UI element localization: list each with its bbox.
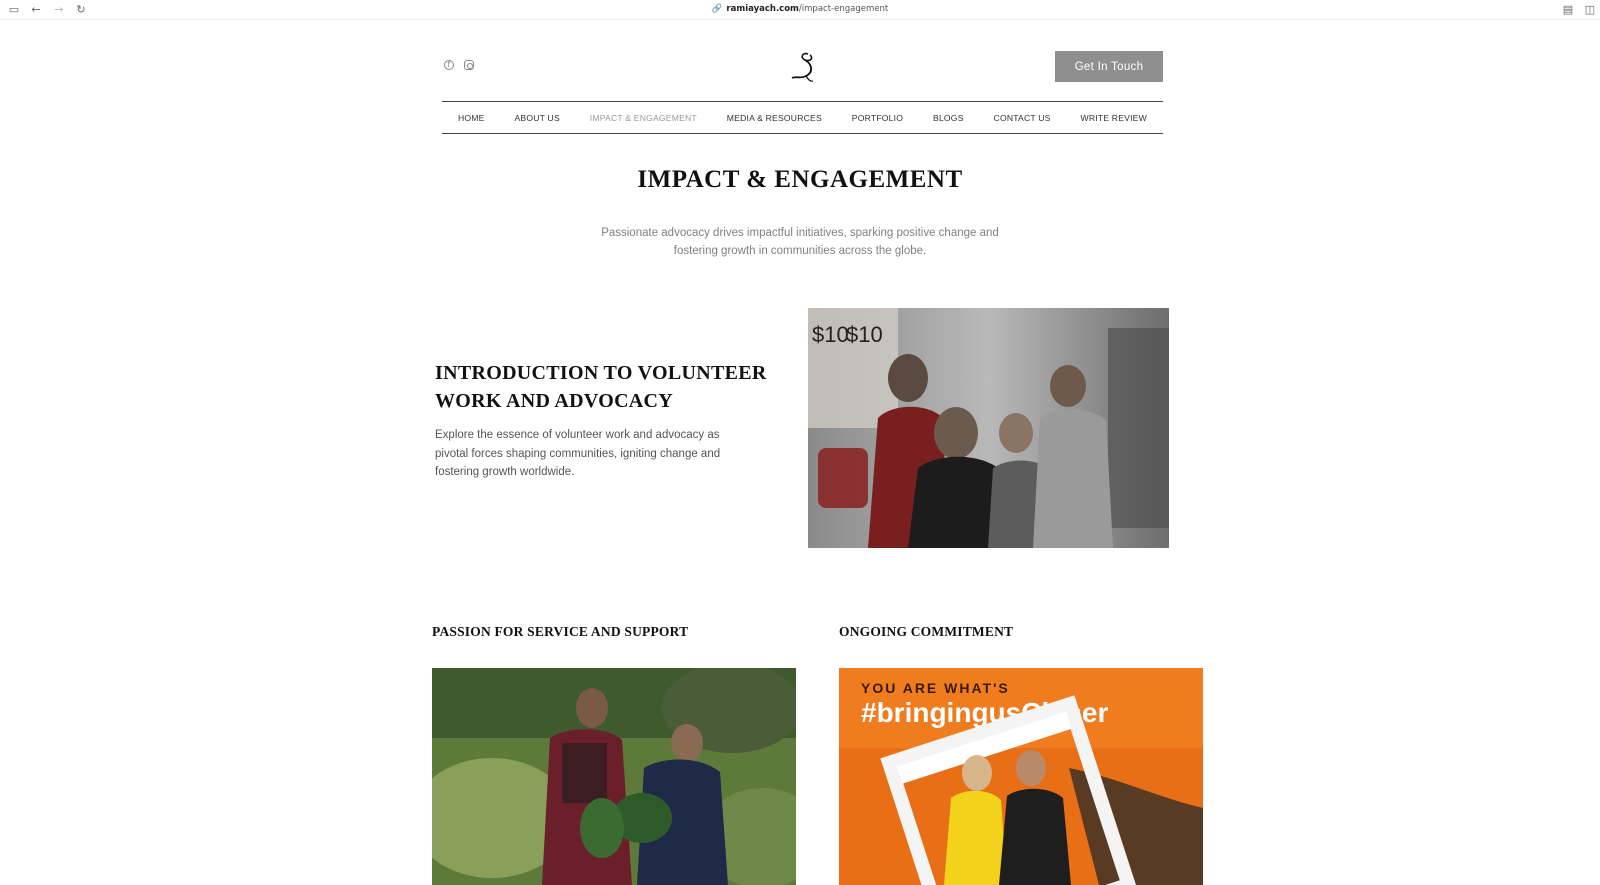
reader-icon[interactable]: ▤: [1562, 3, 1574, 16]
nav-item-media-resources[interactable]: MEDIA & RESOURCES: [726, 112, 822, 123]
banner-top-text: YOU ARE WHAT'S: [861, 680, 1010, 696]
nav-item-home[interactable]: HOME: [458, 112, 485, 123]
nav-item-write-review[interactable]: WRITE REVIEW: [1080, 112, 1147, 123]
url-path: /impact-engagement: [798, 4, 889, 14]
main-nav: [442, 101, 1163, 134]
nav-item-contact-us[interactable]: CONTACT US: [993, 112, 1051, 123]
social-links: [444, 60, 474, 70]
nav-item-portfolio[interactable]: PORTFOLIO: [851, 112, 904, 123]
nav-item-impact-engagement[interactable]: IMPACT & ENGAGEMENT: [589, 112, 697, 123]
site-logo[interactable]: [788, 48, 824, 84]
forward-icon[interactable]: →: [54, 3, 64, 16]
bringing-us-closer-photo: [839, 668, 1203, 885]
split-view-icon[interactable]: ◫: [1584, 3, 1596, 16]
banner-hashtag: #bringingusCloser: [861, 697, 1109, 728]
facebook-icon[interactable]: [444, 60, 454, 70]
instagram-icon[interactable]: [464, 60, 474, 70]
browser-toolbar: [0, 0, 1600, 20]
reload-icon[interactable]: ↻: [76, 3, 86, 16]
page-title: IMPACT & ENGAGEMENT: [637, 166, 963, 193]
section-heading-passion: PASSION FOR SERVICE AND SUPPORT: [432, 624, 689, 639]
link-icon: 🔗: [711, 4, 723, 14]
section-heading-commitment: ONGOING COMMITMENT: [839, 624, 1014, 639]
intro-heading: INTRODUCTION TO VOLUNTEER WORK AND ADVOCACY: [435, 362, 767, 412]
address-bar[interactable]: [0, 4, 1600, 14]
volunteer-group-photo: [808, 308, 1169, 548]
url-host: ramiayach.com: [726, 4, 799, 14]
page-subtitle: Passionate advocacy drives impactful initiatives, sparking positive change and fostering growth in communities across the globe.: [601, 227, 999, 257]
photo-sign-2: $10: [846, 322, 883, 347]
intro-text: Explore the essence of volunteer work and advocacy as pivotal forces shaping communities, igniting change and fostering growth worldwide.: [435, 429, 721, 478]
nav-item-blogs[interactable]: BLOGS: [933, 112, 964, 123]
back-icon[interactable]: ←: [31, 3, 41, 16]
nav-item-about-us[interactable]: ABOUT US: [514, 112, 560, 123]
sidebar-toggle-icon[interactable]: ▭: [8, 3, 20, 16]
tree-planting-photo: [432, 668, 796, 885]
get-in-touch-button[interactable]: Get In Touch: [1055, 51, 1163, 82]
photo-sign-1: $10: [812, 322, 849, 347]
